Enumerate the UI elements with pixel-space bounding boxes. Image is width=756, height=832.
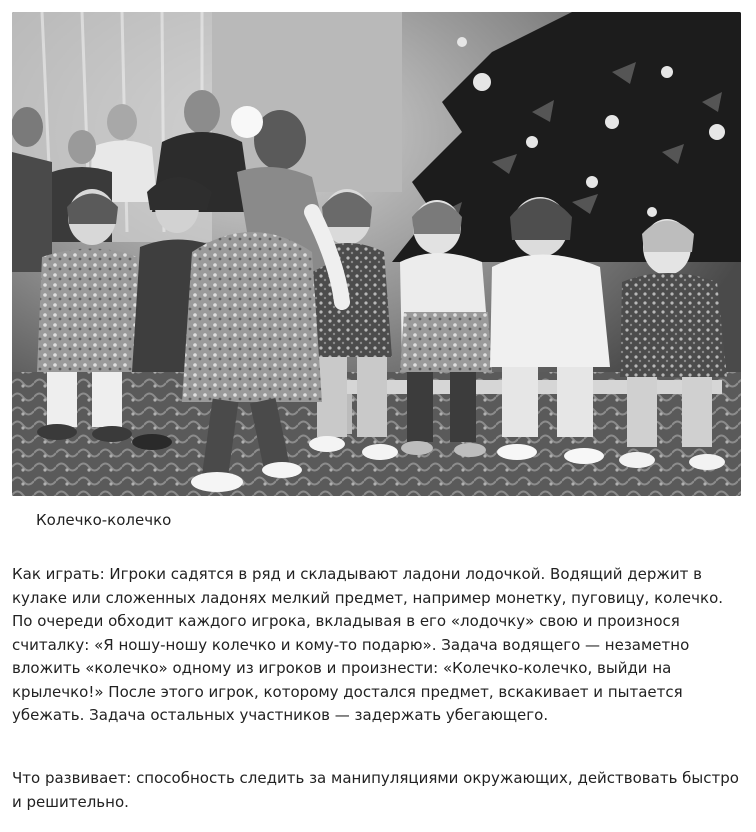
article-photo	[12, 12, 741, 496]
photo-caption: Колечко-колечко	[36, 511, 172, 529]
develops-paragraph: Что развивает: способность следить за манипуляциями окружающих, действовать быстро и решительно.	[12, 769, 739, 811]
photo-illustration	[12, 12, 741, 496]
how-to-play-paragraph: Как играть: Игроки садятся в ряд и складывают ладони лодочкой. Водящий держит в кулаке или сложенных ладонях мелкий предмет, например монетку, пуговицу, колечко. По очереди обходит каждого игрока, вкладывая в его «лодочку» свою и произнося считалку: «Я ношу-ношу колечко и кому-то подарю». Задача водящего — незаметно вложить «колечко» одному из игроков и произнести: «Колечко-колечко, выйди на крылечко!» После этого игрок, которому достался предмет, вскакивает и пытается убежать. Задача остальных участников — задержать убегающего.	[12, 565, 724, 724]
